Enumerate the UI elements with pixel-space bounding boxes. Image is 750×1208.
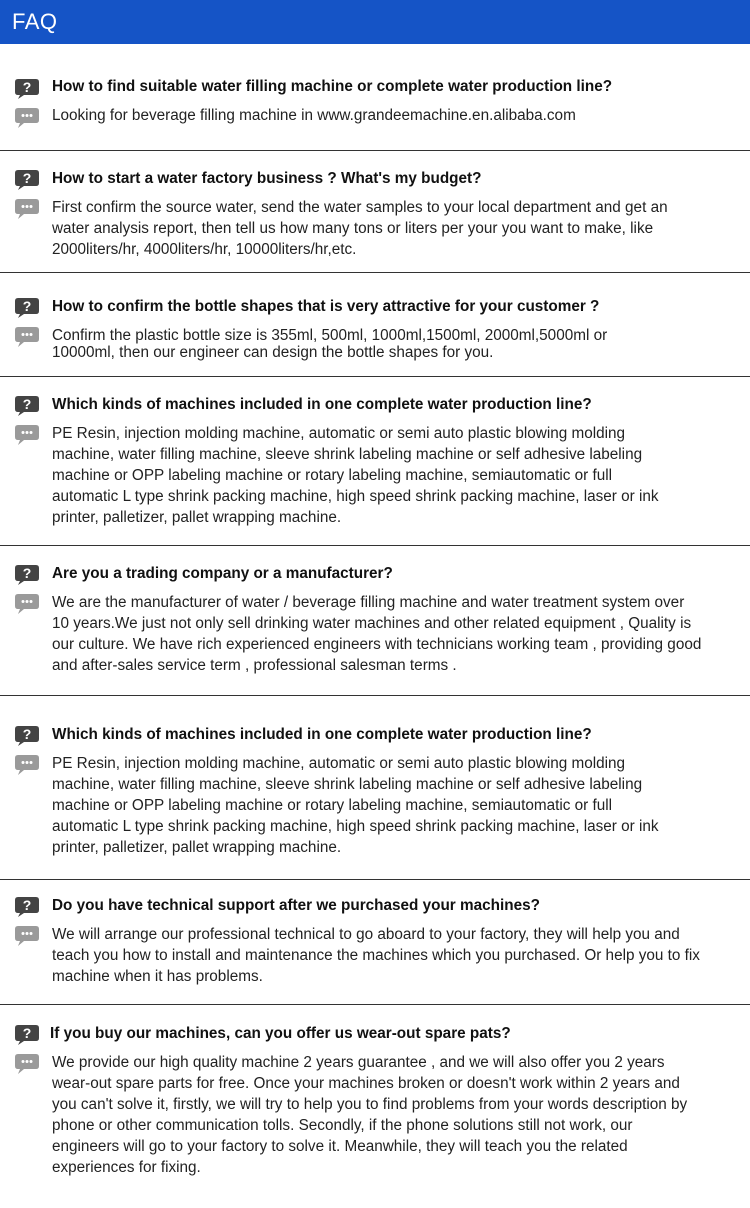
- answer-icon: [14, 925, 40, 947]
- question-icon: [14, 1024, 40, 1046]
- faq-answer: First confirm the source water, send the water samples to your local department and get an water analysis report, then tell us how many tons or liters per your you want to make, like 2000liters/hr, 4000liters/hr, 10000liters/hr,etc.: [52, 199, 668, 258]
- faq-header: [0, 0, 750, 44]
- divider: [0, 150, 750, 151]
- question-icon: [14, 297, 40, 319]
- faq-answer: Confirm the plastic bottle size is 355ml, 500ml, 1000ml,1500ml, 2000ml,5000ml or 10000ml, then our engineer can design the bottle shapes for you.: [52, 327, 608, 361]
- question-icon: [14, 896, 40, 918]
- divider: [0, 695, 750, 696]
- answer-icon: [14, 107, 40, 129]
- question-icon: [14, 169, 40, 191]
- faq-question: How to start a water factory business ? What's my budget?: [52, 170, 482, 187]
- faq-answer: We will arrange our professional technical to go aboard to your factory, they will help you and teach you how to install and maintenance the machines which you purchased. Or help you to fix machine when it has problems.: [52, 926, 700, 985]
- answer-icon: [14, 424, 40, 446]
- divider: [0, 272, 750, 273]
- faq-answer: We provide our high quality machine 2 years guarantee , and we will also offer you 2 years wear-out spare parts for free. Once your machines broken or doesn't work within 2 years and you can't solve it, firstly, we will try to help you to find problems from your words description by phone or other communication tolls. Secondly, if the phone solutions still not work, our engineers will go to your factory to solve it. Meanwhile, they will teach you the related experiences for fixing.: [52, 1054, 688, 1176]
- faq-question: Which kinds of machines included in one complete water production line?: [52, 726, 592, 743]
- divider: [0, 545, 750, 546]
- faq-answer: We are the manufacturer of water / beverage filling machine and water treatment system over 10 years.We just not only sell drinking water machines and other related equipment , Quality is our culture. We have rich experienced engineers with technicians working team , providing good and after-sales service term , professional salesman terms .: [52, 594, 702, 674]
- page-title: FAQ: [12, 9, 58, 34]
- faq-question: Which kinds of machines included in one complete water production line?: [52, 396, 592, 413]
- faq-answer: Looking for beverage filling machine in www.grandeemachine.en.alibaba.com: [52, 107, 576, 124]
- answer-icon: [14, 198, 40, 220]
- faq-question: If you buy our machines, can you offer us wear-out spare pats?: [50, 1025, 511, 1042]
- faq-answer: PE Resin, injection molding machine, automatic or semi auto plastic blowing molding machine, water filling machine, sleeve shrink labeling machine or self adhesive labeling machine or OPP labeling machine or rotary labeling machine, semiautomatic or full automatic L type shrink packing machine, high speed shrink packing machine, laser or ink printer, palletizer, pallet wrapping machine.: [52, 755, 659, 856]
- faq-question: How to find suitable water filling machine or complete water production line?: [52, 78, 613, 95]
- answer-icon: [14, 1053, 40, 1075]
- question-icon: [14, 564, 40, 586]
- divider: [0, 879, 750, 880]
- faq-question: How to confirm the bottle shapes that is very attractive for your customer ?: [52, 298, 600, 315]
- divider: [0, 1004, 750, 1005]
- faq-answer: PE Resin, injection molding machine, automatic or semi auto plastic blowing molding machine, water filling machine, sleeve shrink labeling machine or self adhesive labeling machine or OPP labeling machine or rotary labeling machine, semiautomatic or full automatic L type shrink packing machine, high speed shrink packing machine, laser or ink printer, palletizer, pallet wrapping machine.: [52, 425, 659, 526]
- question-icon: [14, 78, 40, 100]
- faq-question: Are you a trading company or a manufacturer?: [52, 565, 393, 582]
- divider: [0, 376, 750, 377]
- question-icon: [14, 395, 40, 417]
- answer-icon: [14, 754, 40, 776]
- answer-icon: [14, 593, 40, 615]
- answer-icon: [14, 326, 40, 348]
- faq-question: Do you have technical support after we purchased your machines?: [52, 897, 540, 914]
- question-icon: [14, 725, 40, 747]
